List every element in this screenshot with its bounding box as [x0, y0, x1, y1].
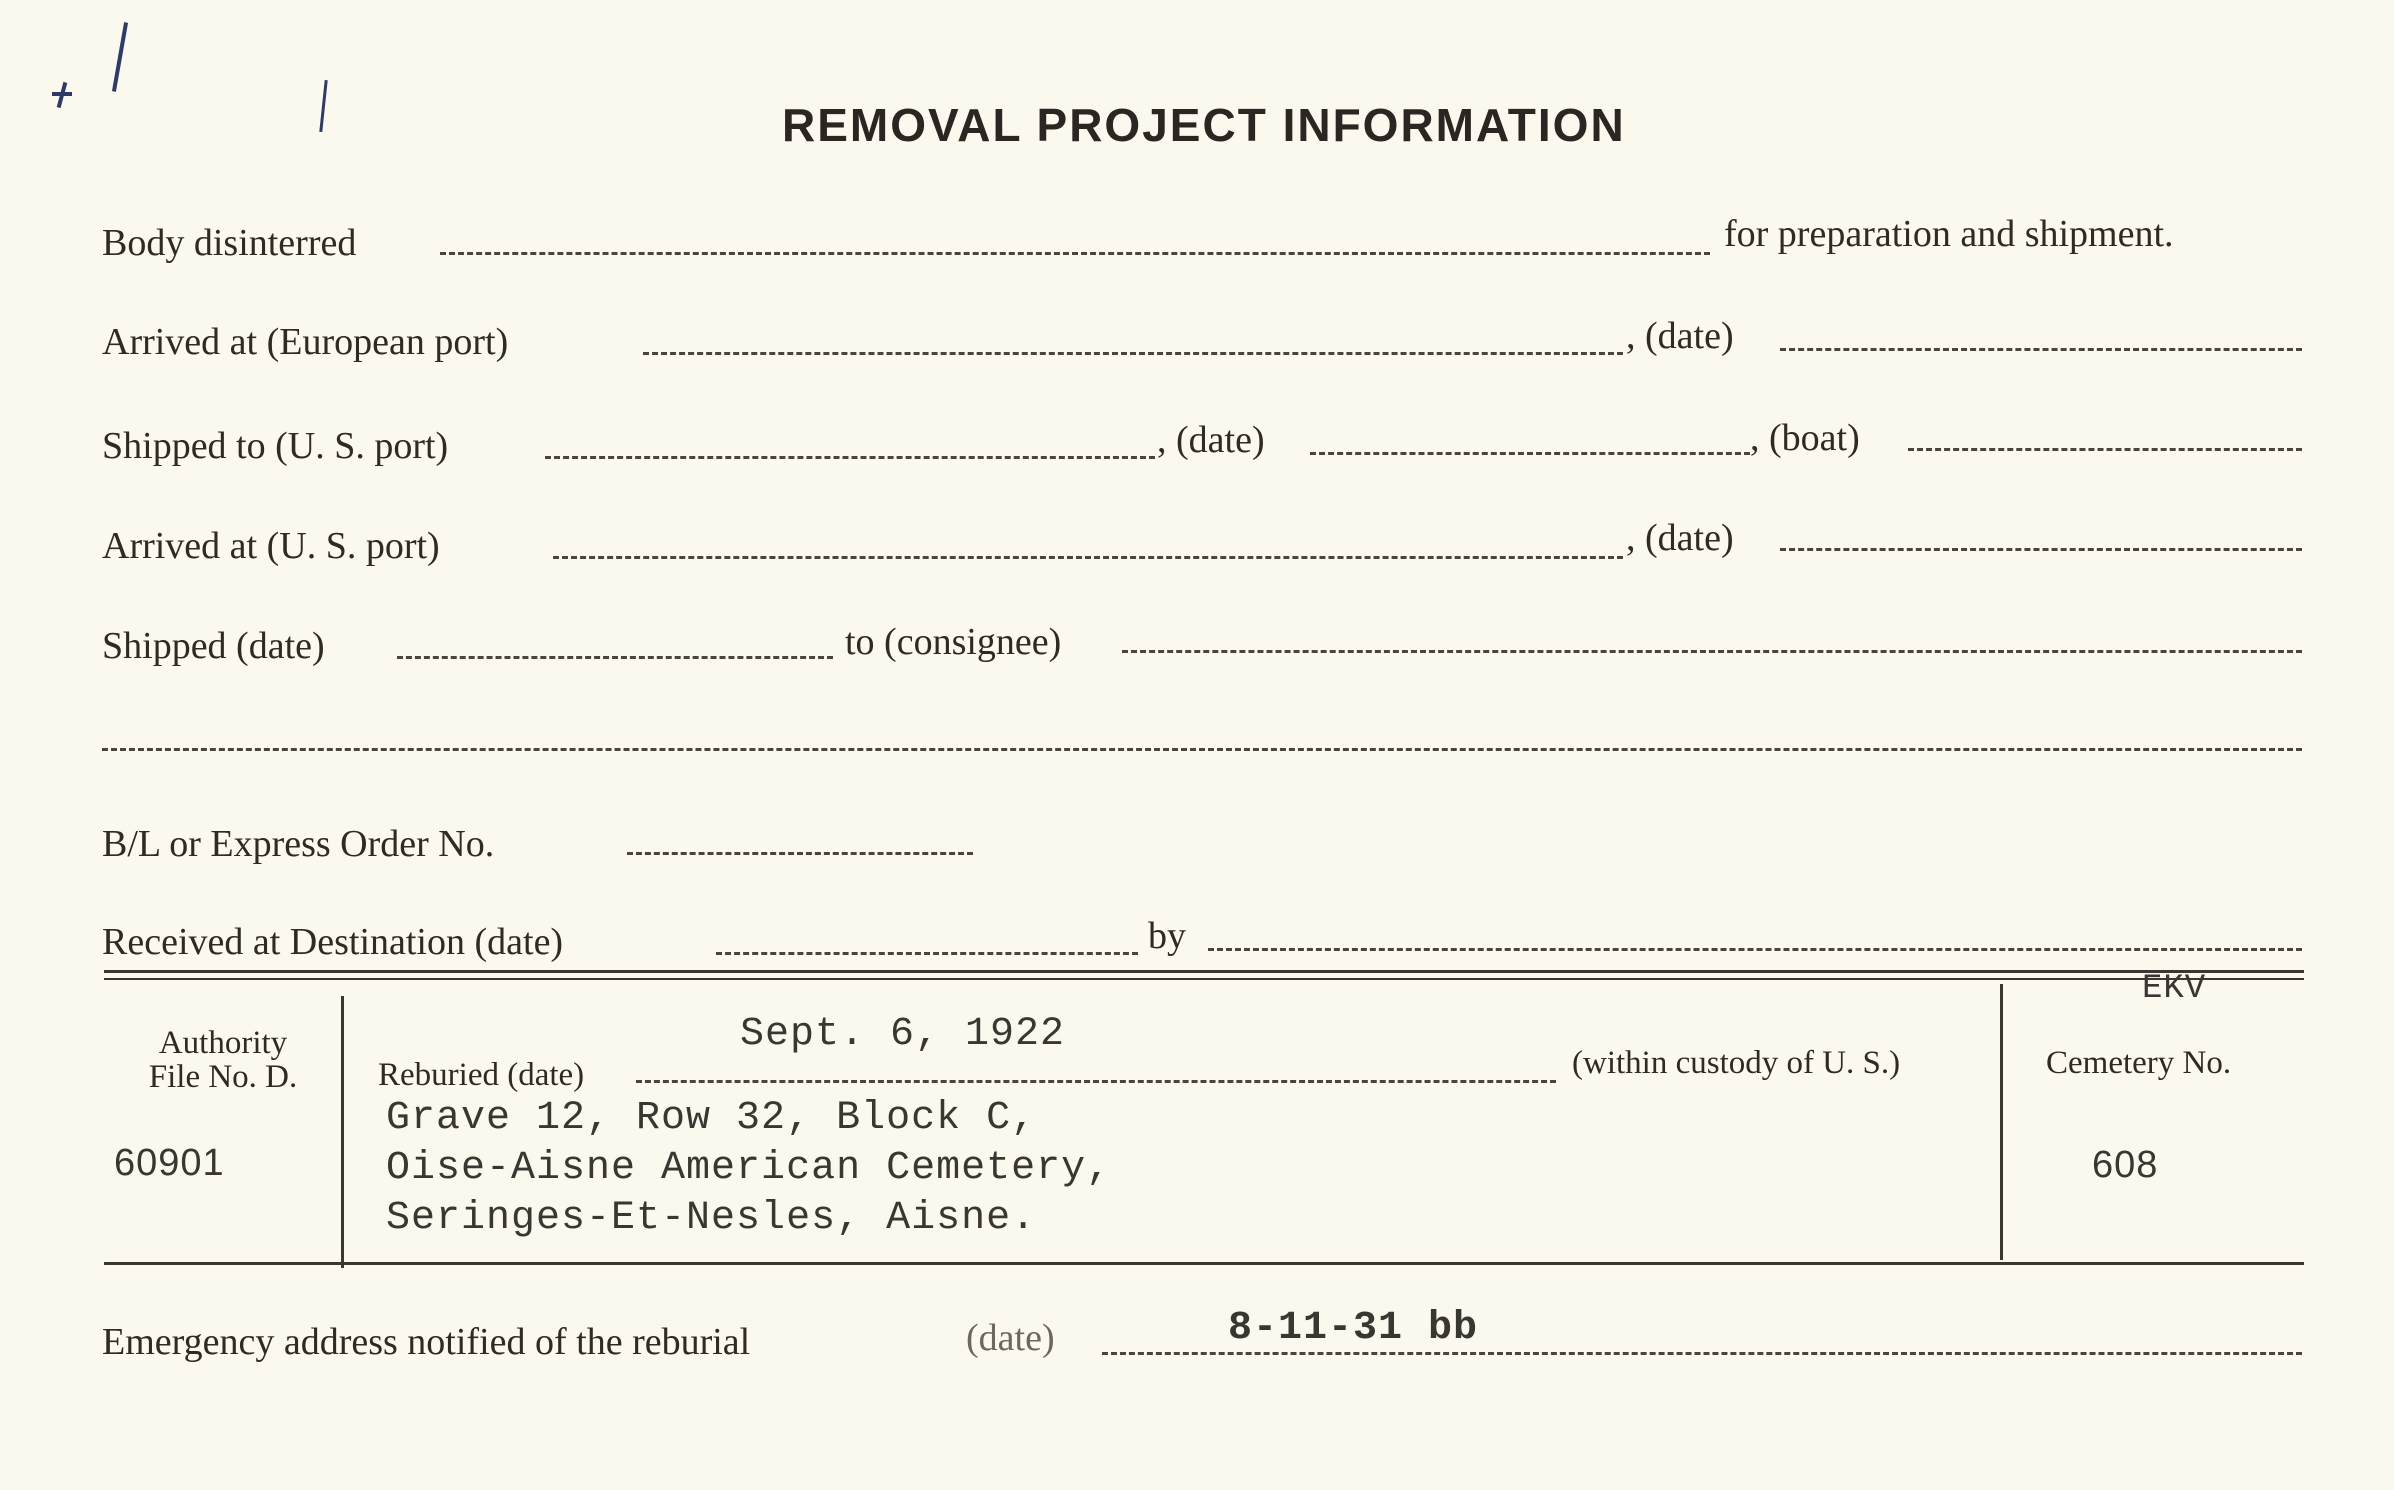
grave-line: Oise-Aisne American Cemetery,: [386, 1146, 1112, 1191]
bl-express-order-label: B/L or Express Order No.: [102, 823, 495, 865]
consignee-label: to (consignee): [845, 621, 1062, 663]
received-destination-line: [716, 952, 1138, 955]
by-line: [1208, 948, 2302, 951]
pencil-mark: [112, 22, 128, 92]
box-top-rule: [104, 970, 2304, 973]
emergency-date-label: (date): [966, 1317, 1055, 1359]
box-bottom-rule: [104, 1262, 2304, 1265]
european-date-label: , (date): [1626, 315, 1734, 357]
body-disinterred-line: [440, 252, 1710, 255]
arrived-us-date-label: , (date): [1626, 517, 1734, 559]
shipped-date-row-label: Shipped (date): [102, 625, 325, 667]
authority-file-label: Authority File No. D.: [148, 1025, 298, 1095]
shipped-to-us-port-label: Shipped to (U. S. port): [102, 425, 449, 467]
box-top-rule-inner: [104, 978, 2304, 980]
boat-line: [1908, 448, 2302, 451]
shipped-to-us-port-line: [545, 456, 1155, 459]
consignee-line: [1122, 650, 2302, 653]
shipped-date-line: [1310, 452, 1750, 455]
preparation-shipment-label: for preparation and shipment.: [1724, 213, 2174, 255]
grave-line: Grave 12, Row 32, Block C,: [386, 1096, 1037, 1141]
emergency-date-value: 8-11-31 bb: [1228, 1306, 1479, 1351]
authority-file-value: 60901: [114, 1142, 225, 1184]
cemetery-initials: EKV: [2142, 970, 2207, 1008]
body-disinterred-label: Body disinterred: [102, 222, 357, 264]
reburied-date-line: [636, 1080, 1556, 1083]
emergency-address-label: Emergency address notified of the reburial: [102, 1321, 751, 1363]
arrived-us-date-line: [1780, 548, 2302, 551]
form-title: REMOVAL PROJECT INFORMATION: [782, 99, 1626, 151]
reburied-date-value: Sept. 6, 1922: [740, 1012, 1066, 1057]
by-label: by: [1148, 915, 1186, 957]
pencil-mark: [52, 92, 72, 96]
cemetery-no-value: 608: [2092, 1144, 2159, 1186]
box-divider-left: [341, 996, 344, 1268]
european-date-line: [1780, 348, 2302, 351]
cemetery-no-label: Cemetery No.: [2046, 1045, 2232, 1081]
blank-line: [102, 748, 2302, 751]
reburied-date-label: Reburied (date): [378, 1057, 585, 1093]
custody-label: (within custody of U. S.): [1572, 1045, 1901, 1081]
arrived-us-port-line: [553, 556, 1623, 559]
bl-express-order-line: [627, 852, 973, 855]
arrived-us-port-label: Arrived at (U. S. port): [102, 525, 440, 567]
box-divider-right: [2000, 984, 2003, 1260]
grave-line: Seringes-Et-Nesles, Aisne.: [386, 1196, 1037, 1241]
pencil-mark: [319, 80, 327, 132]
boat-label: , (boat): [1750, 417, 1860, 459]
european-port-line: [643, 352, 1623, 355]
received-destination-label: Received at Destination (date): [102, 921, 564, 963]
emergency-date-line: [1102, 1352, 2302, 1355]
shipped-date-label: , (date): [1157, 419, 1265, 461]
european-port-label: Arrived at (European port): [102, 321, 509, 363]
shipped-date-row-line: [397, 656, 833, 659]
